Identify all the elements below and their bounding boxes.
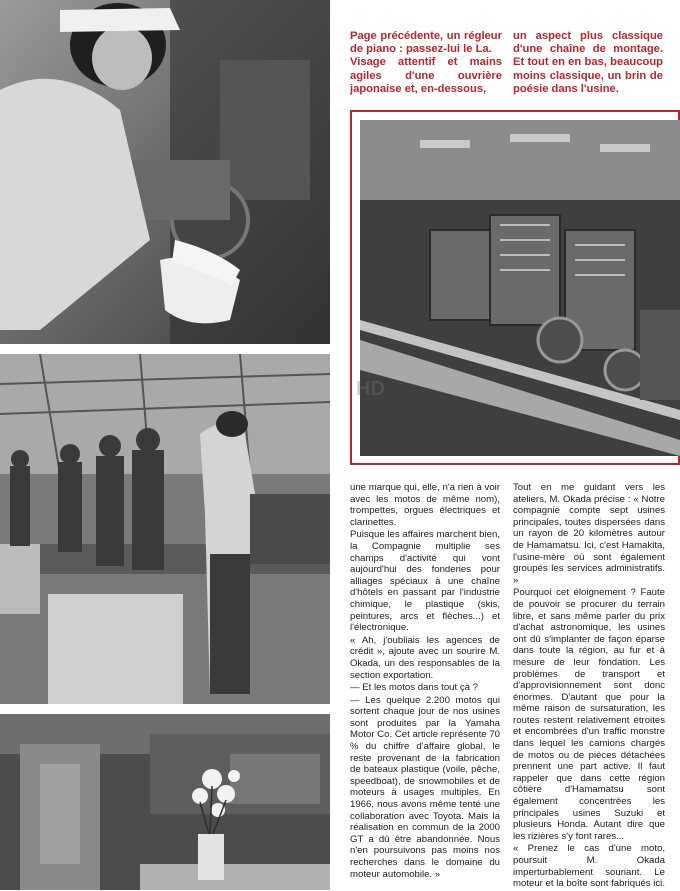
worker-closeup-image: [0, 0, 330, 344]
article-column-2: [513, 482, 665, 891]
article-paragraph: une marque qui, elle, n'a rien à voir avec les motos de même nom), trompettes, orgues électriques et clarinettes.: [350, 482, 500, 528]
article-paragraph: « Ah, j'oubliais les agences de crédit », ajoute avec un sourire M. Okada, un des responsables de la section exportation.: [350, 634, 500, 681]
article-paragraph: Tout en me guidant vers les ateliers, M. Okada précise : « Notre compagnie compte sept usines principales, toutes dispersées dans un rayon de 20 kilomètres autour de Hamamatsu. Ici, c'est Hamakita, l'usine-mère où sont également groupés les services administratifs. »: [513, 482, 665, 586]
caption-left: [350, 30, 502, 96]
article-paragraph: — Et les motos dans tout çà ?: [350, 682, 478, 694]
caption-left-line-2: Visage attentif et mains agiles d'une ouvrière japonaise et, en-dessous,: [350, 56, 502, 95]
flowers-image: [0, 714, 330, 890]
caption-right: [513, 30, 663, 96]
article-paragraph: Pourquoi cet éloignement ? Faute de pouvoir se procurer du terrain libre, et sans même parler du prix d'achat astronomique, les usines ont dû s'implanter de façon éparse dans toute la région, au fur et à mesure de leur fondation. Les problèmes de transport et d'approvisionnement sont donc énormes. D'autant que pour la même raison de sursaturation, les routes restent relativement étroites et encombrées d'un traffic monstre dans lequel les camions chargés de motos ou de pièces détachées prennent une part active. Il faut rappeler que dans cette région côtière d'Hamamatsu sont également concentrées les principales usines Suzuki et plusieurs Honda. Autant dire que les rizières s'y font rares...: [513, 587, 665, 842]
engine-line-image: [360, 120, 680, 456]
article-paragraph: Puisque les affaires marchent bien, la Compagnie multiplie ses champs d'activité qui vont aujourd'hui des fonderies pour alliages spéciaux à une chaîne d'hôtels en passant par l'industrie chimique, le plastique (skis, peintures, arcs et flèches...) et l'électronique.: [350, 529, 500, 634]
watermark: HD: [356, 378, 385, 400]
article-paragraph: « Prenez le cas d'une moto, poursuit M. Okada imperturbablement souriant. Le moteur et la boîte sont fabriqués ici.: [513, 843, 665, 890]
photo-engine-line: [360, 120, 680, 456]
assembly-hall-image: [0, 354, 330, 704]
caption-left-line-1: Page précédente, un régleur de piano : passez-lui le La.: [350, 30, 502, 56]
photo-flowers: [0, 714, 330, 890]
photo-worker-closeup: [0, 0, 330, 344]
article-column-1: [350, 482, 500, 881]
caption-right-line-1: un aspect plus classique d'une chaîne de montage. Et tout en en bas, beaucoup moins classique, un brin de poésie dans l'usine.: [513, 30, 663, 95]
photo-assembly-hall: [0, 354, 330, 704]
article-paragraph: — Les quelque 2.200 motos qui sortent chaque jour de nos usines sont produites par la Yamaha Motor Co. Cet article représente 70 % du chiffre d'affaire global, le reste provenant de la fabrication de bateaux plastique (voile, pêche, speedboat), de snowmobiles et de moteurs à usages multiples. En 1966, nous avons même tenté une collaboration avec Toyota. Mais la réalisation en commun de la 2000 GT a dû être abandonnée. Nous n'en poursuivons pas moins nos recherches dans le domaine du moteur automobile. »: [350, 694, 500, 880]
